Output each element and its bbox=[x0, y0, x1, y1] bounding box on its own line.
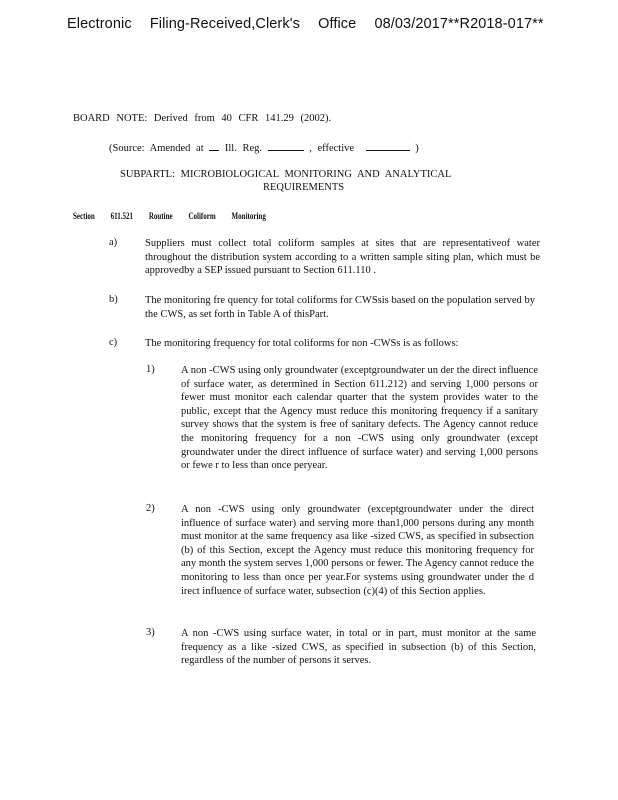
section-heading: Section 611.521 Routine Coliform Monitoring bbox=[73, 211, 266, 221]
source-prefix: (Source: Amended at bbox=[109, 143, 204, 154]
subpart-line1: SUBPARTL: MICROBIOLOGICAL MONITORING AND ANALYTICAL bbox=[120, 169, 452, 180]
header-office: Office bbox=[318, 16, 357, 32]
item-c3-label: 3) bbox=[146, 627, 155, 638]
board-note: BOARD NOTE: Derived from 40 CFR 141.29 (2002). bbox=[73, 113, 332, 124]
item-b-label: b) bbox=[109, 294, 118, 305]
item-b-text: The monitoring fre quency for total coliforms for CWSsis based on the population served by the CWS, as set forth in Table A of thisPart. bbox=[145, 295, 535, 320]
source-close: ) bbox=[415, 143, 419, 154]
item-a-text: Suppliers must collect total coliform samples at sites that are representativeof water throughout the distribution system according to a written sample siting plan, which must be approvedby a SEP issued pursuant to Section 611.110 . bbox=[145, 238, 540, 277]
item-c1-label: 1) bbox=[146, 364, 155, 375]
volume-blank bbox=[209, 141, 219, 151]
subpart-line2: REQUIREMENTS bbox=[263, 182, 345, 193]
subpart-heading bbox=[120, 168, 500, 194]
source-effective: , effective bbox=[309, 143, 355, 154]
item-a-label: a) bbox=[109, 237, 118, 248]
item-c1-text: A non -CWS using only groundwater (exceptgroundwater un der the direct influence of surface water, as determined in Section 611.212) and serving 1,000 persons or fewer must monitor each calendar quarter that the system provides water to the public, except that the Agency must reduce this monitoring frequency if a sanitary survey shows that the system is free of sanitary defects. The Agency cannot reduce the monitoring frequency for a non -CWS using only groundwater (except groundwater under the direct influence of surface water) and serving 1,000 persons or fewe r to less than once peryear. bbox=[181, 365, 538, 472]
source-note bbox=[109, 141, 419, 154]
date-blank bbox=[366, 141, 410, 151]
page-blank bbox=[268, 141, 304, 151]
item-c-text: The monitoring frequency for total coliforms for non -CWSs is as follows: bbox=[145, 338, 459, 349]
header-filing-received: Filing-Received,Clerk's bbox=[149, 16, 300, 32]
source-reg: Ill. Reg. bbox=[224, 143, 263, 154]
filing-header bbox=[67, 16, 558, 32]
item-c2-label: 2) bbox=[146, 503, 155, 514]
header-docket: 08/03/2017**R2018-017** bbox=[374, 16, 544, 32]
item-c2-text: A non -CWS using only groundwater (exceptgroundwater under the direct influence of surface water) and serving more than1,000 persons during any month must monitor at the same frequency asa like -sized CWS, as specified in subsection (b) of this Section, except the Agency must reduce this monitoring frequency for any month the system serves 1,000 persons or fewer. The Agency cannot reduce the monitoring to less than once per year.For systems using groundwater under the d irect influence of surface water, subsection (c)(4) of this Section applies. bbox=[181, 504, 534, 597]
item-c-label: c) bbox=[109, 337, 118, 348]
item-c3-text: A non -CWS using surface water, in total or in part, must monitor at the same frequency as a like -sized CWS, as specified in subsection (b) of this Section, regardless of the number of persons it serves. bbox=[181, 628, 536, 667]
header-electronic: Electronic bbox=[67, 16, 132, 32]
